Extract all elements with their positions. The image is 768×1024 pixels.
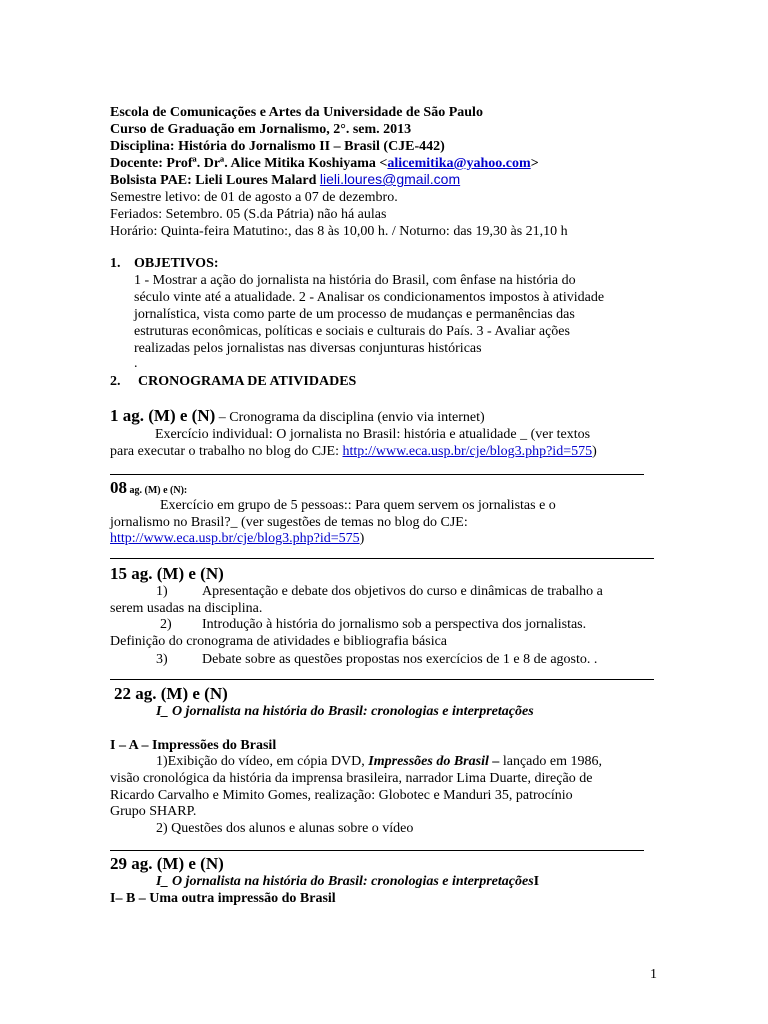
discipline-line: Disciplina: História do Jornalismo II – Brasil (CJE-442) (110, 139, 445, 154)
feriados-line: Feriados: Setembro. 05 (S.da Pátria) não há aulas (110, 207, 387, 222)
divider (110, 679, 654, 680)
session-4-line: Ricardo Carvalho e Mimito Gomes, realização: Globotec e Manduri 35, patrocínio (110, 788, 573, 803)
docente-label: Docente: Profª. Drª. Alice Mitika Koshiyama < (110, 156, 388, 171)
session-3-item: Debate sobre as questões propostas nos exercícios de 1 e 8 de agosto. . (202, 652, 598, 667)
objetivos-number: 1. (110, 256, 121, 271)
divider (110, 558, 654, 559)
cronograma-number: 2. (110, 374, 121, 389)
session-5-subtitle-tail: I (533, 874, 540, 889)
session-2-link-line (110, 530, 364, 547)
divider (110, 850, 644, 851)
session-3-date: 15 ag. (M) e (N) (110, 564, 224, 583)
bolsista-line (110, 171, 460, 189)
video-title: Impressões do Brasil – (368, 754, 500, 769)
session-4-line: Grupo SHARP. (110, 804, 197, 819)
horario-line: Horário: Quinta-feira Matutino:, das 8 às 10,00 h. / Noturno: das 19,30 às 21,10 h (110, 224, 568, 239)
blog-link[interactable]: http://www.eca.usp.br/cje/blog3.php?id=575 (110, 531, 360, 546)
bolsista-label: Bolsista PAE: Lieli Loures Malard (110, 173, 320, 188)
session-2-line: jornalismo no Brasil?_ (ver sugestões de temas no blog do CJE: (110, 515, 468, 530)
session-3-item-num: 2) (160, 617, 172, 632)
session-2-date: 08 (110, 478, 127, 497)
paren-close: ) (592, 444, 597, 459)
session-1-line: Exercício individual: O jornalista no Brasil: história e atualidade _ (ver textos (155, 427, 591, 442)
session-1-text: para executar o trabalho no blog do CJE: (110, 444, 343, 459)
session-5-section: I– B – Uma outra impressão do Brasil (110, 891, 336, 906)
session-5-date: 29 ag. (M) e (N) (110, 854, 224, 873)
session-4-section: I – A – Impressões do Brasil (110, 738, 277, 753)
session-4-line (156, 753, 602, 770)
bolsista-email-link[interactable]: lieli.loures@gmail.com (319, 171, 461, 187)
session-4-date: 22 ag. (M) e (N) (114, 684, 228, 703)
page-number: 1 (650, 967, 657, 982)
docente-email-link[interactable]: alicemitika@yahoo.com (387, 156, 531, 171)
objetivos-line: realizadas pelos jornalistas nas diversas conjunturas históricas (134, 341, 482, 356)
cronograma-title: CRONOGRAMA DE ATIVIDADES (138, 374, 357, 389)
semestre-line: Semestre letivo: de 01 de agosto a 07 de dezembro. (110, 190, 398, 205)
session-5-subtitle-line (156, 873, 539, 890)
video-intro: 1)Exibição do vídeo, em cópia DVD, (156, 754, 369, 769)
school-line: Escola de Comunicações e Artes da Universidade de São Paulo (110, 105, 483, 120)
session-1-heading (110, 406, 485, 428)
session-1-desc: – Cronograma da disciplina (envio via internet) (215, 410, 485, 425)
session-4-line: visão cronológica da história da imprensa brasileira, narrador Lima Duarte, direção de (110, 771, 593, 786)
blog-link[interactable]: http://www.eca.usp.br/cje/blog3.php?id=575 (342, 444, 593, 459)
session-2-line: Exercício em grupo de 5 pessoas:: Para quem servem os jornalistas e o (160, 498, 556, 513)
objetivos-line: estruturas econômicas, políticas e sociais e culturais do País. 3 - Avaliar ações (134, 324, 570, 339)
objetivos-title: OBJETIVOS: (134, 256, 219, 271)
objetivos-line: jornalística, vista como parte de um processo de mudanças e permanências das (134, 307, 575, 322)
session-3-item-cont: Definição do cronograma de atividades e bibliografia básica (110, 634, 448, 649)
session-4-line: 2) Questões dos alunos e alunas sobre o vídeo (156, 821, 414, 836)
session-5-subtitle: I_ O jornalista na história do Brasil: cronologias e interpretações (156, 874, 534, 889)
divider (110, 474, 644, 475)
paren-close: ) (359, 531, 365, 546)
objetivos-line: século vinte até a atualidade. 2 - Analisar os condicionamentos impostos à atividade (134, 290, 605, 305)
session-2-date-small: ag. (M) e (N): (127, 485, 188, 496)
session-1-date: 1 ag. (M) e (N) (110, 406, 216, 425)
course-line: Curso de Graduação em Jornalismo, 2°. sem. 2013 (110, 122, 412, 137)
session-3-item: Apresentação e debate dos objetivos do curso e dinâmicas de trabalho a (202, 584, 603, 599)
session-3-item-cont: serem usadas na disciplina. (110, 601, 263, 616)
docente-line (110, 155, 539, 172)
docente-close: > (530, 156, 539, 171)
session-3-item-num: 3) (156, 652, 168, 667)
session-4-subtitle: I_ O jornalista na história do Brasil: cronologias e interpretações (156, 704, 534, 719)
session-1-link-line (110, 443, 597, 460)
objetivos-line: . (134, 356, 138, 371)
session-3-item-num: 1) (156, 584, 168, 599)
objetivos-line: 1 - Mostrar a ação do jornalista na história do Brasil, com ênfase na história do (134, 273, 576, 288)
video-year: lançado em 1986, (499, 754, 602, 769)
session-3-item: Introdução à história do jornalismo sob a perspectiva dos jornalistas. (202, 617, 587, 632)
